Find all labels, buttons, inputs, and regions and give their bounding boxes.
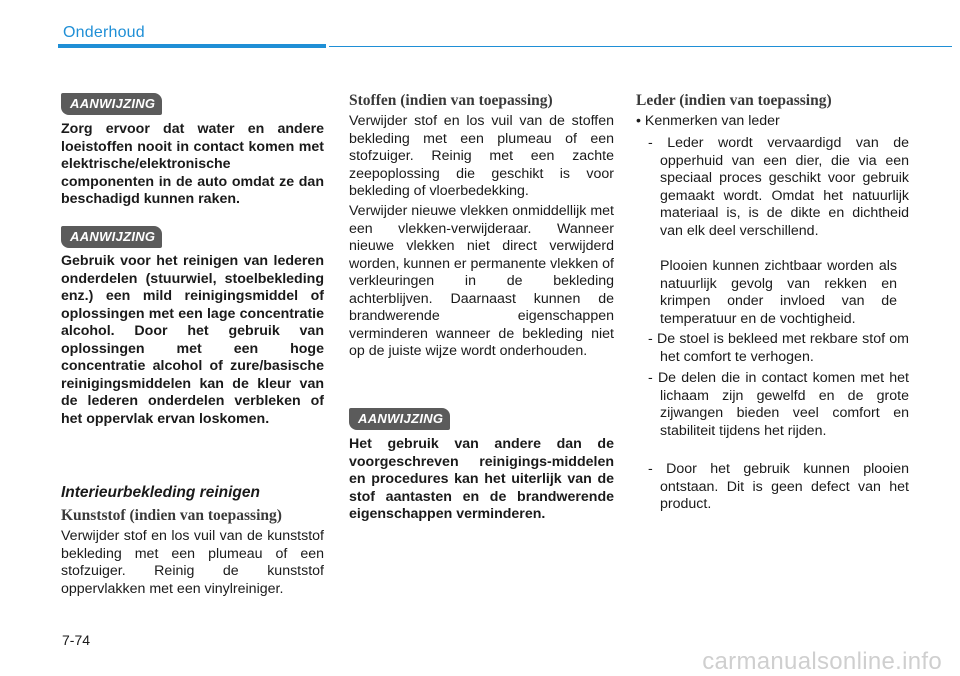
header-rule-thick bbox=[58, 44, 326, 48]
paragraph: Verwijder stof en los vuil van de stoffen bekleding met een plumeau of een stofzuiger. Reinig met een zachte zeepoplossing die geschikt is voor bekleding of vloerbedekking. bbox=[349, 113, 614, 199]
dash-item: - De delen die in contact komen met het lichaam zijn gewelfd en de grote zijwangen bieden veel comfort en stabiliteit tijdens het rijden. bbox=[648, 370, 909, 439]
indent-paragraph: Plooien kunnen zichtbaar worden als natuurlijk gevolg van rekken en krimpen onder invloed van de temperatuur en de vochtigheid. bbox=[660, 258, 897, 327]
note-badge: AANWIJZING bbox=[61, 226, 162, 248]
note-badge: AANWIJZING bbox=[61, 93, 162, 115]
note-text: Het gebruik van andere dan de voorgeschreven reinigings-middelen en procedures kan het uiterlijk van de stof aantasten en de brandwerende eigenschappen verminderen. bbox=[349, 436, 614, 522]
note-text: Gebruik voor het reinigen van lederen onderdelen (stuurwiel, stoelbekleding enz.) een mild reinigingsmiddel of oplossingen met een lage concentratie alcohol. Door het gebruik van oplossingen met een hoge concentratie alcohol of zure/basische reinigingsmiddelen kan de kleur van de lederen onderdelen verbleken of het oppervlak ervan loskomen. bbox=[61, 253, 324, 427]
section-heading: Interieurbekleding reinigen bbox=[61, 484, 260, 501]
watermark: carmanualsonline.info bbox=[702, 648, 942, 675]
paragraph: Verwijder stof en los vuil van de kunststof bekleding met een plumeau of een stofzuiger. Reinig de kunststof oppervlakken met een vinylreiniger. bbox=[61, 528, 324, 597]
subheading: Kunststof (indien van toepassing) bbox=[61, 507, 282, 524]
dash-item: - Door het gebruik kunnen plooien ontstaan. Dit is geen defect van het product. bbox=[648, 461, 909, 512]
dash-item: - Leder wordt vervaardigd van de opperhuid van een dier, die via een speciaal proces geschikt voor gebruik gemaakt wordt. Omdat het natuurlijk materiaal is, is de dikte en dichtheid van elk deel verschillend. bbox=[648, 135, 909, 239]
page-number: 7-74 bbox=[62, 632, 91, 648]
note-text: Zorg ervoor dat water en andere loeistoffen nooit in contact komen met elektrische/elektronische componenten in de auto omdat ze dan beschadigd kunnen raken. bbox=[61, 121, 324, 207]
header-rule-thin bbox=[329, 46, 952, 48]
subheading: Leder (indien van toepassing) bbox=[636, 92, 832, 109]
dash-item: - De stoel is bekleed met rekbare stof om het comfort te verhogen. bbox=[648, 331, 909, 365]
note-badge: AANWIJZING bbox=[349, 408, 450, 430]
subheading: Stoffen (indien van toepassing) bbox=[349, 92, 553, 109]
bullet-item: • Kenmerken van leder bbox=[636, 113, 780, 129]
paragraph: Verwijder nieuwe vlekken onmiddellijk met een vlekken-verwijderaar. Wanneer nieuwe vlekken niet direct verwijderd worden, kunnen er permanente vlekken of verkleuringen in de bekleding achterblijven. Daarnaast kunnen de brandwerende eigenschappen verminderen wanneer de bekleding niet op de juiste wijze wordt onderhouden. bbox=[349, 203, 614, 359]
header-title: Onderhoud bbox=[63, 24, 145, 41]
